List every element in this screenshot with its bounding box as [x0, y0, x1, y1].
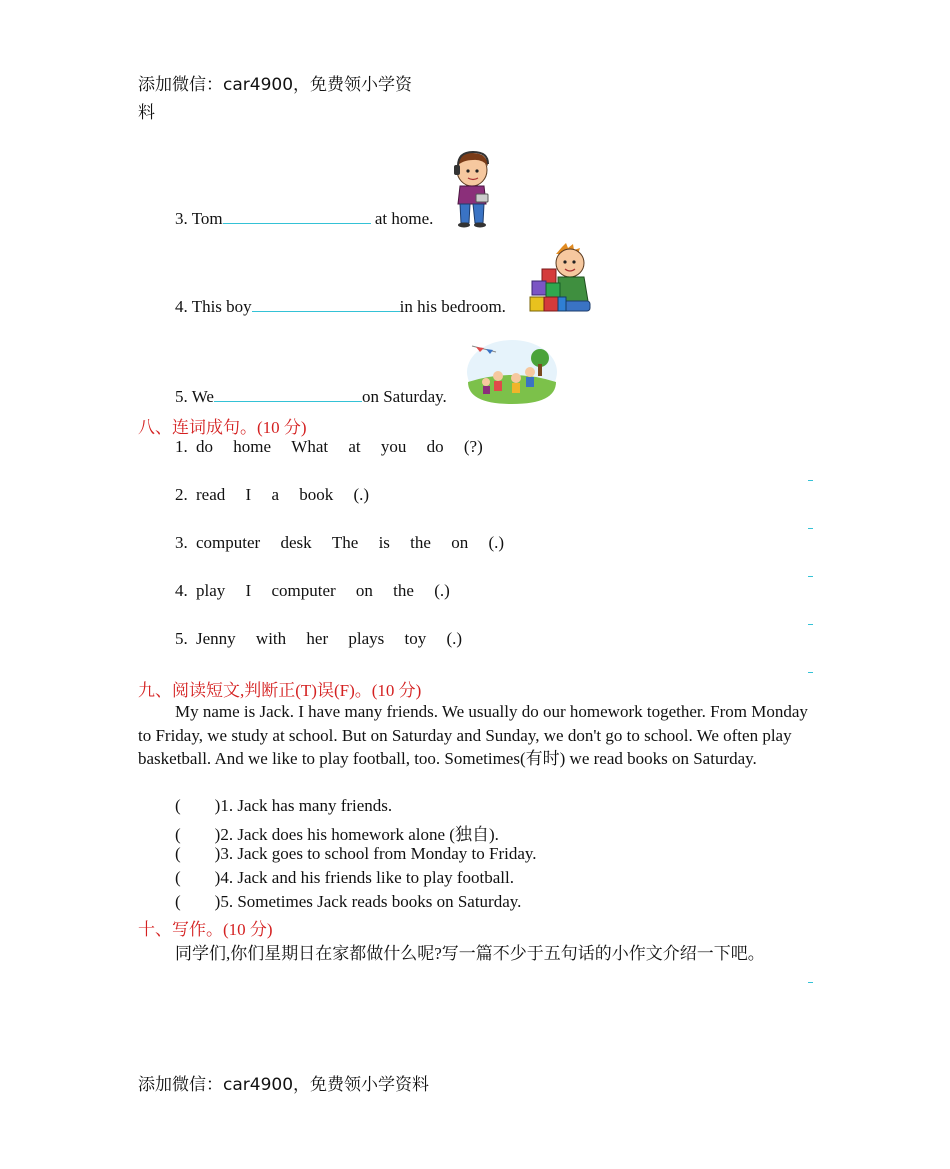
item-number: 5.	[175, 629, 188, 648]
word: Jenny	[196, 629, 236, 648]
word: is	[378, 533, 390, 552]
word: home	[233, 437, 272, 456]
fill-item-3	[175, 209, 433, 229]
fill-item-4-suffix: in his bedroom.	[399, 297, 506, 316]
question-text: 1. Jack has many friends.	[220, 796, 393, 815]
answer-blank-4[interactable]	[252, 297, 400, 312]
answer-line-marker	[808, 624, 813, 625]
question-text: 3. Jack goes to school from Monday to Friday.	[220, 844, 537, 863]
word: computer	[196, 533, 261, 552]
word: (.)	[353, 485, 370, 504]
tf-question-1	[175, 796, 392, 816]
boy-with-headphones-image	[448, 150, 498, 228]
kids-in-park-image	[466, 338, 558, 406]
item-number: 3.	[175, 533, 188, 552]
word: computer	[271, 581, 336, 600]
answer-line-marker	[808, 576, 813, 577]
tf-question-5	[175, 892, 521, 912]
word: at	[348, 437, 361, 456]
answer-blank-5[interactable]	[214, 387, 362, 402]
item-number: 4.	[175, 581, 188, 600]
item-number: 2.	[175, 485, 188, 504]
reorder-item-2	[175, 485, 369, 505]
tf-question-4	[175, 868, 514, 888]
section-10-title: 十、写作。(10 分)	[138, 920, 273, 939]
word: do	[196, 437, 213, 456]
tf-question-2	[175, 820, 499, 845]
question-text: 5. Sometimes Jack reads books on Saturday.	[220, 892, 522, 911]
answer-paren[interactable]: ( )	[175, 796, 221, 815]
header-line-2: 料	[138, 103, 155, 123]
section-8-title: 八、连词成句。(10 分)	[138, 418, 307, 437]
reorder-item-1	[175, 437, 483, 457]
word: toy	[404, 629, 427, 648]
answer-blank-3[interactable]	[223, 209, 371, 224]
word: (.)	[434, 581, 450, 600]
fill-item-4-prompt: 4. This boy	[175, 297, 252, 316]
word: book	[299, 485, 334, 504]
fill-item-4	[175, 297, 506, 317]
reorder-item-5	[175, 629, 462, 649]
answer-line-marker	[808, 528, 813, 529]
word: with	[255, 629, 287, 648]
reading-passage: My name is Jack. I have many friends. We usually do our homework together. From Monday to Friday, we study at school. But on Saturday and Sunday, we don't go to school. We often play basketball. And we like to play football, too. Sometimes(有时) we read books on Saturday.	[138, 702, 808, 768]
section-9-title: 九、阅读短文,判断正(T)误(F)。(10 分)	[138, 681, 422, 700]
word: (.)	[446, 629, 463, 648]
header-line-1: 添加微信：car4900，免费领小学资	[138, 75, 413, 95]
fill-item-5-prompt: 5. We	[175, 387, 214, 406]
fill-item-5-suffix: on Saturday.	[361, 387, 447, 406]
word: on	[355, 581, 373, 600]
word: plays	[348, 629, 385, 648]
reorder-item-3	[175, 533, 504, 553]
answer-paren[interactable]: ( )	[175, 825, 221, 844]
word: desk	[280, 533, 312, 552]
answer-paren[interactable]: ( )	[175, 892, 221, 911]
fill-item-3-prompt: 3. Tom	[175, 209, 223, 228]
footer-text: 添加微信：car4900，免费领小学资料	[138, 1075, 430, 1095]
answer-line-marker	[808, 480, 813, 481]
reorder-item-4	[175, 581, 450, 601]
answer-line-marker	[808, 982, 813, 983]
word: The	[331, 533, 359, 552]
question-text: 4. Jack and his friends like to play football.	[220, 868, 514, 887]
boy-with-blocks-image	[528, 243, 596, 315]
word: a	[271, 485, 279, 504]
answer-paren[interactable]: ( )	[175, 868, 221, 887]
word: I	[245, 485, 252, 504]
word: (.)	[488, 533, 505, 552]
writing-prompt: 同学们,你们星期日在家都做什么呢?写一篇不少于五句话的小作文介绍一下吧。	[175, 944, 765, 963]
word: you	[380, 437, 407, 456]
word: the	[410, 533, 431, 552]
word: play	[196, 581, 226, 600]
word: read	[196, 485, 226, 504]
word: What	[291, 437, 329, 456]
tf-question-3	[175, 844, 537, 864]
word: the	[393, 581, 414, 600]
word: do	[426, 437, 444, 456]
word: I	[245, 581, 252, 600]
word: on	[451, 533, 469, 552]
word: her	[306, 629, 329, 648]
word: (?)	[463, 437, 483, 456]
fill-item-3-suffix: at home.	[370, 209, 434, 228]
answer-paren[interactable]: ( )	[175, 844, 221, 863]
question-text: 2. Jack does his homework alone (独自).	[220, 825, 499, 844]
answer-line-marker	[808, 672, 813, 673]
item-number: 1.	[175, 437, 188, 456]
fill-item-5	[175, 387, 447, 407]
